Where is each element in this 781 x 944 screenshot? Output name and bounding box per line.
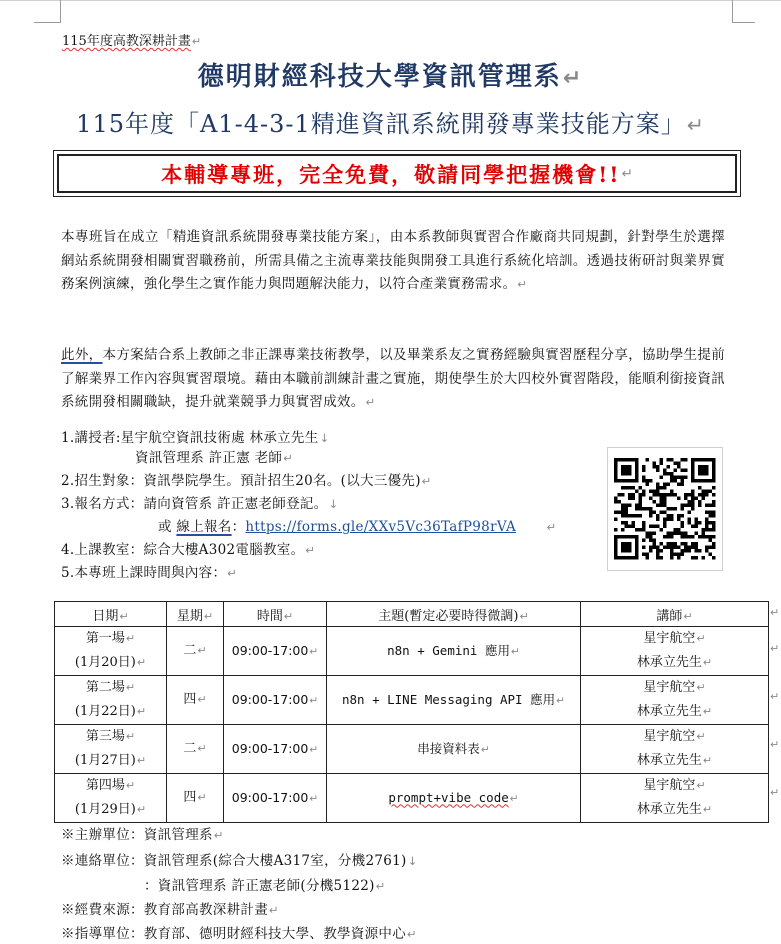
session-day: 四↵	[167, 676, 224, 725]
session-topic: n8n + LINE Messaging API 應用↵	[327, 676, 581, 725]
header-day: 星期↵	[167, 602, 224, 627]
header-topic: 主題(暫定必要時得微調)↵	[327, 602, 581, 627]
session-tutor: 星宇航空↵ 林承立先生↵	[581, 774, 769, 823]
session-time: 09:00-17:00↵	[224, 627, 327, 676]
schedule-header-row	[55, 602, 769, 627]
header-note: 115年度高教深耕計畫↵	[62, 34, 202, 49]
contact-line: ※連絡單位：資訊管理系(綜合大樓A317室，分機2761)↓	[61, 853, 418, 869]
session-time: 09:00-17:00↵	[224, 774, 327, 823]
schedule-intro-line: 5.本專班上課時間與內容：↵	[61, 565, 238, 581]
classroom-line: 4.上課教室：綜合大樓A302電腦教室。↵	[61, 542, 316, 558]
free-class-banner: 本輔導專班，完全免費，敬請同學把握機會!! ↵	[53, 150, 741, 197]
row-end-mark: ↵	[770, 786, 780, 799]
margin-corner-left	[34, 0, 61, 23]
margin-corner-right	[732, 0, 755, 23]
organizer-line: ※主辦單位：資訊管理系↵	[61, 827, 224, 843]
session-topic: prompt+vibe code↵	[327, 774, 581, 823]
target-line: 2.招生對象：資訊學院學生。預計招生20名。(以大三優先)↵	[61, 473, 432, 489]
schedule-table	[54, 601, 769, 823]
session-date: 第三場↵ (1月27日)↵	[55, 725, 167, 774]
signup-line: 3.報名方式：請向資管系 許正憲老師登記。↓	[61, 496, 339, 512]
second-paragraph: 此外，本方案結合系上教師之非正課專業技術教學，以及畢業系友之實務經驗與實習歷程分享，協助學生提前了解業界工作內容與實習環境。藉由本職前訓練計畫之實施，期使學生於大四校外實習階段，能順利銜接資訊系統開發相關職缺，提升就業競爭力與實習成效。↵	[61, 347, 726, 410]
signup-qr-code[interactable]	[607, 447, 723, 571]
guidance-line: ※指導單位：教育部、德明財經科技大學、教學資源中心↵	[61, 926, 417, 942]
session-day: 二↵	[167, 627, 224, 676]
instructor-line-2: 資訊管理系 許正憲 老師↵	[135, 450, 294, 466]
table-row	[55, 774, 769, 823]
session-day: 二↵	[167, 725, 224, 774]
session-topic: 串接資料表↵	[327, 725, 581, 774]
row-end-mark: ↵	[770, 606, 780, 619]
online-signup-label: 線上報名	[176, 519, 232, 535]
header-date: 日期↵	[55, 602, 167, 627]
session-date: 第四場↵ (1月29日)↵	[55, 774, 167, 823]
banner-text: 本輔導專班，完全免費，敬請同學把握機會!!	[161, 161, 621, 187]
page-top-border	[0, 0, 781, 1]
session-time: 09:00-17:00↵	[224, 725, 327, 774]
department-title: 德明財經科技大學資訊管理系↵	[197, 62, 584, 92]
row-end-mark: ↵	[770, 738, 780, 751]
header-time: 時間↵	[224, 602, 327, 627]
header-tutor: 講師↵	[581, 602, 769, 627]
session-date: 第二場↵ (1月22日)↵	[55, 676, 167, 725]
table-row	[55, 725, 769, 774]
table-row	[55, 676, 769, 725]
paragraph-lead: 此外，	[61, 347, 103, 363]
table-row	[55, 627, 769, 676]
contact-line-2: ：資訊管理系 許正憲老師(分機5122)↵	[144, 878, 386, 894]
instructor-line: 1.講授者:星宇航空資訊技術處 林承立先生↓	[61, 430, 330, 446]
session-topic: n8n + Gemini 應用↵	[327, 627, 581, 676]
session-tutor: 星宇航空↵ 林承立先生↵	[581, 676, 769, 725]
funding-line: ※經費來源：教育部高教深耕計畫↵	[61, 902, 279, 918]
program-title: 115年度「A1-4-3-1精進資訊系統開發專業技能方案」↵	[76, 110, 705, 138]
row-end-mark: ↵	[770, 690, 780, 703]
session-time: 09:00-17:00↵	[224, 676, 327, 725]
session-day: 四↵	[167, 774, 224, 823]
signup-online-line: 或 線上報名：https://forms.gle/XXv5Vc36TafP98rVA ↵	[158, 519, 557, 535]
session-tutor: 星宇航空↵ 林承立先生↵	[581, 725, 769, 774]
signup-form-link[interactable]: https://forms.gle/XXv5Vc36TafP98rVA	[245, 519, 517, 535]
session-date: 第一場↵ (1月20日)↵	[55, 627, 167, 676]
session-tutor: 星宇航空↵ 林承立先生↵	[581, 627, 769, 676]
intro-paragraph: 本專班旨在成立「精進資訊系統開發專業技能方案」，由本系教師與實習合作廠商共同規劃，針對學生於選擇網站系統開發相關實習職務前，所需具備之主流專業技能與開發工具進行系統化培訓。透過技術研討與業界實務案例演練，強化學生之實作能力與問題解決能力，以符合產業實務需求。↵	[61, 229, 725, 292]
row-end-mark: ↵	[770, 642, 780, 655]
